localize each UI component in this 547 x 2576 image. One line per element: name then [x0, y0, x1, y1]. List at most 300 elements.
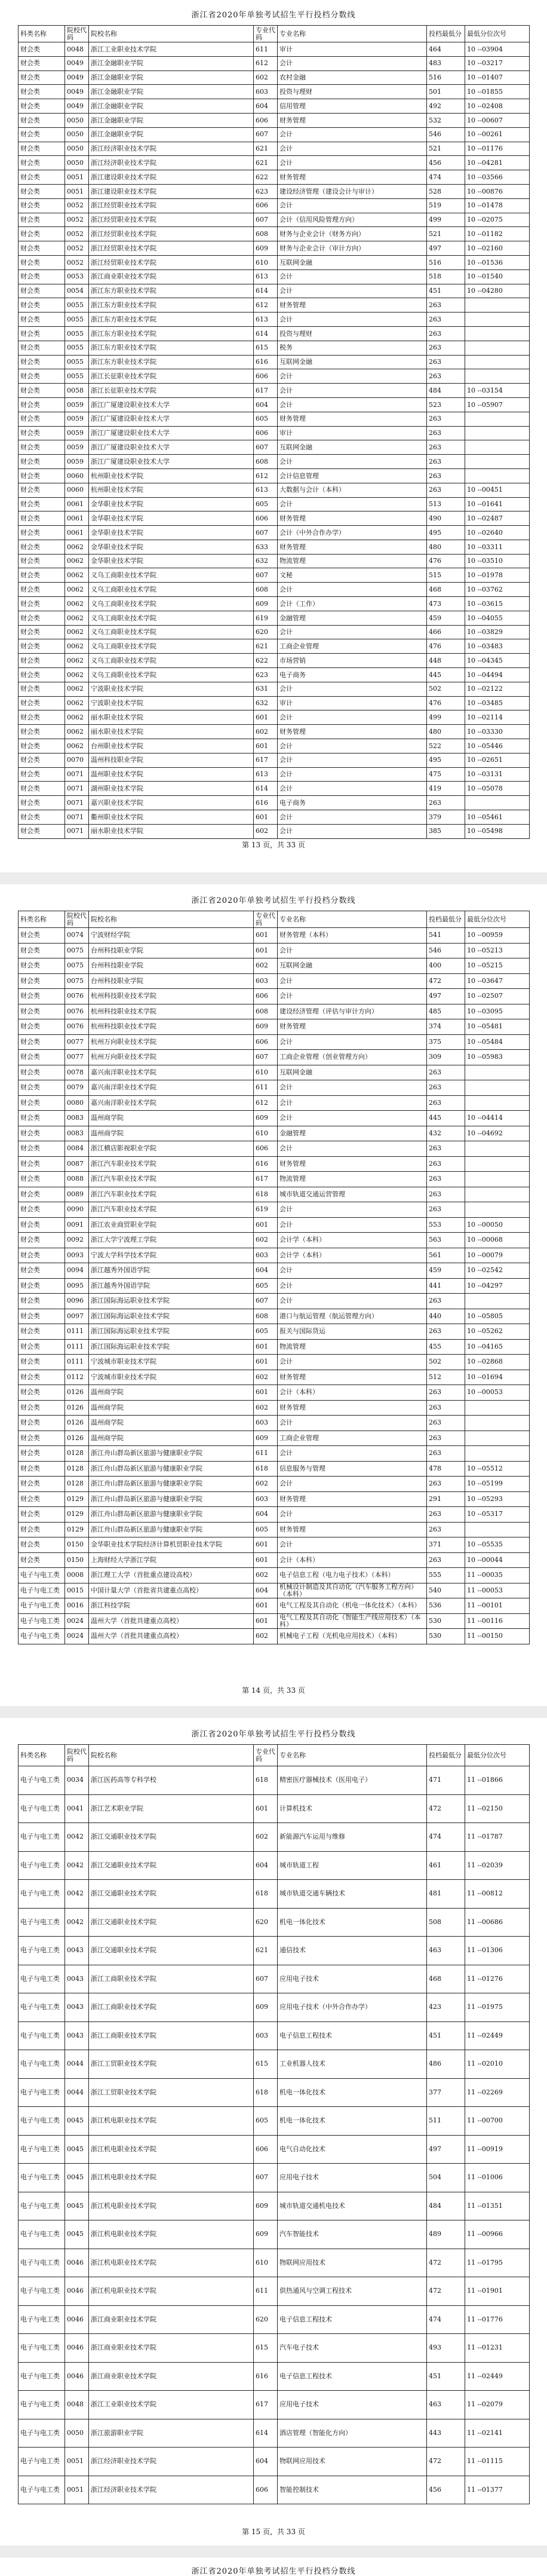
cell-school-code: 0045	[65, 2107, 89, 2136]
cell-major-name: 物联网应用技术	[278, 2448, 427, 2476]
cell-school-code: 0046	[65, 2362, 89, 2391]
table-row	[19, 1431, 530, 1446]
cell-major-code: 603	[254, 2021, 278, 2050]
cell-category: 财会类	[19, 455, 65, 469]
cell-min-rank: 11 --00686	[465, 1908, 530, 1937]
cell-school-code: 0046	[65, 2305, 89, 2334]
page-footer: 第 15 页，共 33 页	[242, 2528, 305, 2536]
cell-major-code: 622	[254, 654, 278, 668]
cell-school-name: 浙江商业职业技术学院	[89, 269, 254, 284]
cell-school-name: 金华职业技术学院	[89, 497, 254, 511]
cell-min-rank	[465, 341, 530, 355]
cell-min-score: 512	[427, 1370, 465, 1385]
cell-major-code: 620	[254, 1908, 278, 1937]
cell-school-code: 0055	[65, 313, 89, 327]
cell-category: 财会类	[19, 526, 65, 540]
cell-school-name: 浙江汽车职业技术学院	[89, 1187, 254, 1202]
cell-major-name: 会计	[278, 1263, 427, 1279]
cell-school-name: 嘉兴南洋职业技术学院	[89, 1095, 254, 1111]
cell-min-rank: 10 --00068	[465, 1233, 530, 1248]
cell-min-score: 263	[427, 1324, 465, 1340]
cell-school-name: 嘉兴南洋职业技术学院	[89, 1080, 254, 1096]
cell-school-name: 衢州职业技术学院	[89, 810, 254, 825]
cell-major-code: 601	[254, 1339, 278, 1355]
cell-major-name: 会计	[278, 1278, 427, 1294]
cell-min-rank: 11 --02449	[465, 2021, 530, 2050]
cell-school-name: 浙江舟山群岛新区旅游与健康职业学院	[89, 1461, 254, 1477]
table-row	[19, 654, 530, 668]
cell-min-score: 263	[427, 341, 465, 355]
table-row	[19, 440, 530, 455]
cell-major-code: 618	[254, 1461, 278, 1477]
cell-min-rank: 10 --05498	[465, 824, 530, 838]
cell-category: 财会类	[19, 973, 65, 989]
table-row	[19, 1629, 530, 1644]
cell-min-rank	[465, 440, 530, 455]
cell-min-score: 540	[427, 1583, 465, 1598]
cell-min-rank	[465, 1202, 530, 1218]
cell-min-rank: 10 --02408	[465, 99, 530, 114]
cell-min-rank: 11 --01377	[465, 2476, 530, 2504]
cell-min-score: 377	[427, 2078, 465, 2107]
cell-min-score: 530	[427, 1629, 465, 1644]
cell-min-score: 515	[427, 568, 465, 583]
cell-school-code: 0049	[65, 85, 89, 99]
cell-min-score: 423	[427, 1993, 465, 2022]
cell-school-code: 0042	[65, 1823, 89, 1852]
cell-major-code: 632	[254, 554, 278, 568]
table-row	[19, 668, 530, 682]
table-row	[19, 782, 530, 796]
cell-school-code: 0045	[65, 2220, 89, 2249]
table-row	[19, 1965, 530, 1993]
cell-category: 财会类	[19, 85, 65, 99]
cell-category: 财会类	[19, 668, 65, 682]
cell-category: 电子与电工类	[19, 1629, 65, 1644]
cell-school-code: 0092	[65, 1233, 89, 1248]
cell-category: 财会类	[19, 1233, 65, 1248]
cell-min-rank: 10 --02160	[465, 241, 530, 256]
cell-min-rank: 10 --04280	[465, 284, 530, 298]
cell-min-rank: 11 --01306	[465, 1937, 530, 1965]
cell-major-name: 会计	[278, 989, 427, 1004]
cell-major-name: 电子信息工程技术	[278, 2021, 427, 2050]
cell-major-code: 614	[254, 284, 278, 298]
cell-min-score: 374	[427, 1019, 465, 1035]
cell-major-name: 应用电子技术	[278, 2164, 427, 2192]
table-row	[19, 2277, 530, 2306]
cell-major-name: 财务管理	[278, 511, 427, 526]
cell-major-code: 608	[254, 1309, 278, 1324]
cell-min-score: 472	[427, 2249, 465, 2277]
table-row	[19, 1491, 530, 1507]
cell-major-code: 614	[254, 326, 278, 341]
cell-min-score: 451	[427, 284, 465, 298]
table-row	[19, 625, 530, 639]
cell-major-code: 609	[254, 1993, 278, 2022]
cell-school-name: 浙江金融职业学院	[89, 99, 254, 114]
cell-school-code: 0051	[65, 2448, 89, 2476]
cell-major-code: 601	[254, 1613, 278, 1629]
cell-school-code: 0062	[65, 583, 89, 597]
cell-school-code: 0126	[65, 1416, 89, 1431]
cell-category: 财会类	[19, 782, 65, 796]
header-school-name: 院校名称	[89, 911, 254, 928]
table-row	[19, 1217, 530, 1233]
cell-major-code: 609	[254, 2192, 278, 2220]
table-header-row	[19, 1745, 530, 1766]
table-row	[19, 767, 530, 782]
cell-major-name: 财务管理	[278, 1019, 427, 1035]
cell-min-rank	[465, 298, 530, 313]
cell-major-code: 601	[254, 1537, 278, 1553]
cell-category: 财会类	[19, 213, 65, 227]
table-row	[19, 1613, 530, 1629]
cell-min-rank: 10 --05293	[465, 1491, 530, 1507]
cell-school-code: 0076	[65, 1004, 89, 1019]
table-row	[19, 1080, 530, 1096]
cell-school-name: 嘉兴南洋职业技术学院	[89, 1065, 254, 1080]
cell-school-code: 0129	[65, 1507, 89, 1523]
cell-min-rank: 11 --01975	[465, 1993, 530, 2022]
cell-major-code: 605	[254, 1522, 278, 1537]
cell-category: 财会类	[19, 1507, 65, 1523]
cell-min-score: 485	[427, 1004, 465, 1019]
cell-school-code: 0074	[65, 928, 89, 944]
cell-school-code: 0049	[65, 56, 89, 71]
cell-school-name: 浙江经贸职业技术学院	[89, 227, 254, 241]
cell-category: 电子与电工类	[19, 2107, 65, 2136]
cell-min-score: 419	[427, 782, 465, 796]
cell-min-rank: 11 --00053	[465, 1583, 530, 1598]
cell-major-code: 607	[254, 440, 278, 455]
cell-school-name: 浙江国际海运职业技术学院	[89, 1324, 254, 1340]
table-row	[19, 928, 530, 944]
cell-min-score: 443	[427, 2419, 465, 2448]
cell-school-code: 0046	[65, 2334, 89, 2363]
cell-major-name: 物流管理	[278, 1172, 427, 1187]
cell-category: 财会类	[19, 313, 65, 327]
cell-school-code: 0044	[65, 2078, 89, 2107]
cell-category: 财会类	[19, 440, 65, 455]
table-row	[19, 739, 530, 753]
cell-category: 电子与电工类	[19, 2305, 65, 2334]
cell-min-score: 484	[427, 2192, 465, 2220]
cell-major-name: 会计	[278, 1477, 427, 1492]
cell-min-rank: 10 --05199	[465, 1477, 530, 1492]
cell-school-name: 浙江经贸职业技术学院	[89, 241, 254, 256]
cell-min-score: 516	[427, 255, 465, 269]
cell-min-rank: 11 --02079	[465, 2391, 530, 2419]
table-row	[19, 99, 530, 114]
table-row	[19, 2305, 530, 2334]
cell-school-name: 温州商学院	[89, 1416, 254, 1431]
cell-major-name: 互联网金融	[278, 255, 427, 269]
cell-category: 电子与电工类	[19, 1794, 65, 1823]
cell-school-code: 0062	[65, 668, 89, 682]
table-row	[19, 1908, 530, 1937]
cell-min-score: 263	[427, 1080, 465, 1096]
cell-min-rank: 10 --03647	[465, 973, 530, 989]
cell-category: 财会类	[19, 767, 65, 782]
cell-category: 电子与电工类	[19, 1937, 65, 1965]
cell-min-rank: 10 --02868	[465, 1355, 530, 1370]
cell-major-name: 投资与理财	[278, 326, 427, 341]
cell-major-name: 审计	[278, 426, 427, 440]
cell-category: 电子与电工类	[19, 1993, 65, 2022]
cell-school-code: 0052	[65, 198, 89, 213]
cell-school-name: 浙江金融职业学院	[89, 56, 254, 71]
cell-major-code: 611	[254, 2277, 278, 2306]
cell-school-code: 0075	[65, 958, 89, 974]
table-row	[19, 1019, 530, 1035]
cell-school-name: 浙江广厦建设职业技术大学	[89, 412, 254, 426]
cell-major-name: 物联网应用技术	[278, 2249, 427, 2277]
cell-major-name: 城市轨道工程	[278, 1851, 427, 1880]
cell-category: 财会类	[19, 241, 65, 256]
cell-major-name: 会计	[278, 1111, 427, 1126]
cell-min-rank: 10 --01855	[465, 85, 530, 99]
cell-major-name: 会计	[278, 455, 427, 469]
cell-major-name: 工商企业管理	[278, 1431, 427, 1446]
table-row	[19, 2249, 530, 2277]
cell-major-name: 互联网金融	[278, 1065, 427, 1080]
cell-school-code: 0051	[65, 170, 89, 185]
cell-school-code: 0052	[65, 227, 89, 241]
cell-school-code: 0051	[65, 184, 89, 198]
cell-school-name: 浙江农业商贸职业学院	[89, 1217, 254, 1233]
cell-min-score: 472	[427, 2448, 465, 2476]
cell-min-score: 511	[427, 2107, 465, 2136]
table-row	[19, 341, 530, 355]
table-row	[19, 1126, 530, 1141]
cell-school-name: 宁波城市职业技术学院	[89, 1370, 254, 1385]
table-row	[19, 725, 530, 739]
cell-min-rank: 10 --01641	[465, 497, 530, 511]
cell-min-score: 474	[427, 1823, 465, 1852]
cell-major-name: 港口与航运管理（航运管理方向）	[278, 1309, 427, 1324]
cell-major-name: 城市轨道交通车辆技术	[278, 1880, 427, 1909]
cell-school-code: 0112	[65, 1370, 89, 1385]
cell-school-code: 0087	[65, 1156, 89, 1172]
cell-category: 财会类	[19, 156, 65, 170]
cell-school-code: 0089	[65, 1187, 89, 1202]
cell-school-name: 温州科技职业学院	[89, 753, 254, 767]
cell-school-code: 0045	[65, 2192, 89, 2220]
cell-major-name: 会计	[278, 682, 427, 696]
cell-major-code: 621	[254, 156, 278, 170]
cell-school-code: 0076	[65, 989, 89, 1004]
cell-school-name: 浙江舟山群岛新区旅游与健康职业学院	[89, 1522, 254, 1537]
cell-min-score: 474	[427, 2305, 465, 2334]
cell-category: 电子与电工类	[19, 2277, 65, 2306]
cell-min-score: 263	[427, 1477, 465, 1492]
cell-major-code: 605	[254, 497, 278, 511]
cell-major-code: 619	[254, 1202, 278, 1218]
cell-school-code: 0046	[65, 2249, 89, 2277]
cell-school-name: 宁波大学科学技术学院	[89, 1248, 254, 1263]
cell-school-name: 义乌工商职业技术学院	[89, 668, 254, 682]
cell-school-name: 浙江工业职业技术学院	[89, 2391, 254, 2419]
cell-min-score: 484	[427, 384, 465, 398]
cell-min-rank: 10 --05215	[465, 958, 530, 974]
cell-major-code: 620	[254, 625, 278, 639]
cell-school-name: 浙江机电职业技术学院	[89, 2249, 254, 2277]
cell-major-code: 616	[254, 1156, 278, 1172]
table-row	[19, 2050, 530, 2079]
cell-school-code: 0045	[65, 2135, 89, 2164]
cell-major-name: 会计学（本科）	[278, 1248, 427, 1263]
cell-major-name: 会计	[278, 1080, 427, 1096]
cell-min-score: 263	[427, 298, 465, 313]
cell-major-name: 供热通风与空调工程技术	[278, 2277, 427, 2306]
cell-min-score: 468	[427, 1965, 465, 1993]
cell-major-code: 618	[254, 2078, 278, 2107]
cell-school-name: 浙江经济职业技术学院	[89, 2448, 254, 2476]
cell-school-name: 义乌工商职业技术学院	[89, 583, 254, 597]
cell-category: 财会类	[19, 1156, 65, 1172]
cell-min-score: 263	[427, 326, 465, 341]
cell-major-code: 604	[254, 1851, 278, 1880]
cell-school-code: 0024	[65, 1629, 89, 1644]
cell-major-name: 城市轨道交通机电技术	[278, 2192, 427, 2220]
cell-major-code: 615	[254, 2050, 278, 2079]
cell-category: 财会类	[19, 412, 65, 426]
table-row	[19, 2476, 530, 2504]
cell-major-code: 602	[254, 1629, 278, 1644]
cell-min-score: 371	[427, 1537, 465, 1553]
cell-major-name: 信用管理	[278, 99, 427, 114]
header-min-rank: 最低分位次号	[465, 26, 530, 42]
cell-major-code: 612	[254, 56, 278, 71]
table-header-row	[19, 26, 530, 42]
cell-major-code: 607	[254, 213, 278, 227]
cell-school-name: 浙江工商职业技术学院	[89, 1965, 254, 1993]
cell-min-rank: 11 --02141	[465, 2419, 530, 2448]
cell-school-name: 宁波职业技术学院	[89, 696, 254, 710]
cell-school-name: 浙江艺术职业学院	[89, 1794, 254, 1823]
cell-min-rank: 10 --03154	[465, 384, 530, 398]
header-school-code: 院校代码	[65, 911, 89, 928]
cell-school-code: 0111	[65, 1324, 89, 1340]
cell-min-rank: 10 --04414	[465, 1111, 530, 1126]
cell-min-score: 480	[427, 540, 465, 554]
cell-min-score: 456	[427, 156, 465, 170]
cell-school-code: 0080	[65, 1095, 89, 1111]
cell-school-name: 浙江交通职业技术学院	[89, 1937, 254, 1965]
cell-school-name: 浙江经济职业技术学院	[89, 142, 254, 156]
cell-category: 财会类	[19, 1278, 65, 1294]
table-row	[19, 184, 530, 198]
cell-min-rank: 10 --00959	[465, 928, 530, 944]
cell-min-rank: 11 --01276	[465, 1965, 530, 1993]
cell-category: 电子与电工类	[19, 2135, 65, 2164]
cell-min-score: 263	[427, 796, 465, 810]
table-row	[19, 1851, 530, 1880]
cell-min-score: 379	[427, 810, 465, 825]
table-row	[19, 943, 530, 958]
cell-school-name: 浙江国际海运职业技术学院	[89, 1294, 254, 1309]
cell-school-name: 浙江舟山群岛新区旅游与健康职业学院	[89, 1507, 254, 1523]
table-row	[19, 824, 530, 838]
cell-min-score: 445	[427, 668, 465, 682]
cell-major-code: 608	[254, 227, 278, 241]
cell-school-name: 宁波城市职业技术学院	[89, 1355, 254, 1370]
cell-school-code: 0042	[65, 1880, 89, 1909]
cell-school-name: 浙江旅游职业学院	[89, 2419, 254, 2448]
cell-school-name: 杭州科技职业技术学院	[89, 989, 254, 1004]
cell-school-name: 浙江长征职业技术学院	[89, 369, 254, 384]
cell-min-score: 263	[427, 369, 465, 384]
cell-category: 财会类	[19, 1141, 65, 1157]
table-row	[19, 1294, 530, 1309]
table-row	[19, 1309, 530, 1324]
cell-school-code: 0041	[65, 1794, 89, 1823]
table-row	[19, 227, 530, 241]
cell-min-score: 523	[427, 397, 465, 412]
cell-school-code: 0095	[65, 1278, 89, 1294]
cell-min-rank: 10 --05512	[465, 1461, 530, 1477]
cell-major-code: 601	[254, 1385, 278, 1401]
cell-school-name: 浙江建设职业技术学院	[89, 170, 254, 185]
cell-major-code: 621	[254, 639, 278, 654]
cell-min-score: 546	[427, 127, 465, 142]
cell-major-code: 601	[254, 1794, 278, 1823]
table-row	[19, 170, 530, 185]
cell-min-score: 263	[427, 468, 465, 483]
cell-min-rank: 10 --05317	[465, 1507, 530, 1523]
page-footer: 第 13 页，共 33 页	[242, 841, 305, 849]
cell-school-name: 浙江经济职业技术学院	[89, 2476, 254, 2504]
cell-school-code: 0094	[65, 1263, 89, 1279]
cell-min-rank: 10 --02542	[465, 1263, 530, 1279]
table-row	[19, 42, 530, 57]
cell-school-code: 0150	[65, 1552, 89, 1568]
cell-min-rank	[465, 369, 530, 384]
cell-school-name: 温州商学院	[89, 1400, 254, 1416]
cell-category: 财会类	[19, 511, 65, 526]
cell-category: 财会类	[19, 1552, 65, 1568]
cell-major-code: 618	[254, 1880, 278, 1909]
cell-min-score: 480	[427, 725, 465, 739]
table-row	[19, 298, 530, 313]
cell-major-code: 604	[254, 1583, 278, 1598]
cell-major-name: 应用电子技术	[278, 1965, 427, 1993]
cell-school-name: 杭州职业技术学院	[89, 483, 254, 497]
cell-min-rank: 10 --04055	[465, 611, 530, 625]
cell-category: 电子与电工类	[19, 1965, 65, 1993]
header-major-name: 专业名称	[278, 911, 427, 928]
cell-major-code: 609	[254, 1111, 278, 1126]
cell-category: 财会类	[19, 1263, 65, 1279]
cell-major-name: 财务管理	[278, 412, 427, 426]
cell-major-code: 613	[254, 483, 278, 497]
table-row	[19, 583, 530, 597]
table-row	[19, 1416, 530, 1431]
cell-major-name: 会计	[278, 782, 427, 796]
cell-school-code: 0062	[65, 554, 89, 568]
cell-school-name: 杭州科技职业技术学院	[89, 1019, 254, 1035]
cell-school-name: 浙江工业职业技术学院	[89, 42, 254, 57]
score-table	[18, 25, 530, 839]
cell-school-code: 0128	[65, 1461, 89, 1477]
cell-min-score: 291	[427, 1491, 465, 1507]
cell-major-name: 智能控制技术	[278, 2476, 427, 2504]
cell-school-code: 0050	[65, 127, 89, 142]
table-row	[19, 710, 530, 725]
cell-category: 财会类	[19, 184, 65, 198]
cell-category: 财会类	[19, 1202, 65, 1218]
